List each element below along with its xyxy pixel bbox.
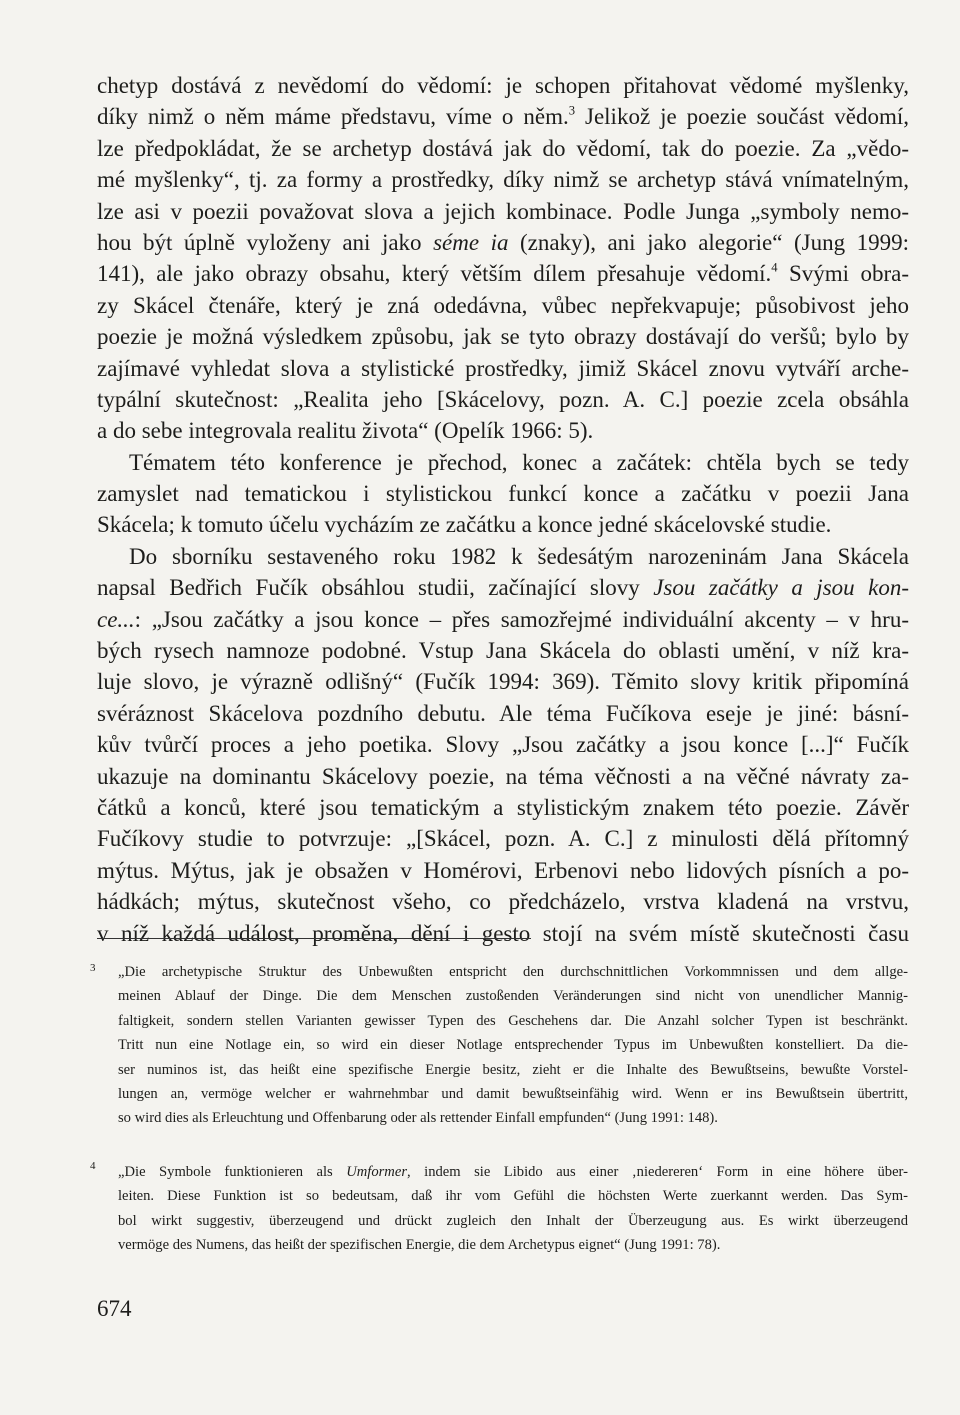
text-line: zajímavé vyhledat slova a stylistické prostředky, jimiž Skácel znovu vytváří arche-: [97, 355, 909, 381]
footnote-line: faltigkeit, sondern stellen Varianten gewisser Typen des Geschehens dar. Die Anzahl solcher Typen ist beschränkt.: [118, 1012, 908, 1029]
footnote-3: [118, 960, 908, 1131]
text-line: Fučíkovy studie to potvrzuje: „[Skácel, pozn. A. C.] z minulosti dělá přítomný: [97, 826, 909, 852]
text-line: [97, 258, 909, 289]
text-line: [97, 227, 909, 258]
text-segment: Svými obra-: [777, 261, 909, 287]
text-line: [97, 604, 909, 635]
footnote-line: „Die archetypische Struktur des Unbewußten entspricht den durchschnittlichen Vorkommnissen und dem allge-: [118, 964, 908, 980]
text-line: mýtus. Mýtus, jak je obsažen v Homérovi, Erbenovi nebo lidových písních a po-: [97, 857, 909, 883]
footnote-line: lungen an, vermöge welcher er wahrnehmbar und damit bewußtseinfähig wird. Wenn er ins Bewußtsein übertritt,: [118, 1086, 908, 1103]
text-line: bých rysech namnoze podobné. Vstup Jana Skácela do oblasti umění, v níž kra-: [97, 638, 909, 664]
text-line: zamyslet nad tematickou i stylistickou funkcí konce a začátku v poezii Jana: [97, 481, 909, 507]
text-line: poezie je možná výsledkem způsobu, jak se tyto obrazy dostávají do veršů; bylo by: [97, 324, 909, 350]
footnote-line: ser numinos ist, das heißt eine spezifische Energie besitz, zieht er die Inhalte des Bewußtseins, bewußte Vorstel-: [118, 1061, 908, 1078]
text-line: hádkách; mýtus, skutečnost všeho, co předcházelo, vrstva kladená na vrstvu,: [97, 889, 909, 915]
text-segment: , indem sie Libido aus einer ‚niedereren‘ Form in eine höhere über-: [407, 1164, 908, 1180]
footnote-4: [118, 1160, 908, 1258]
page-number: 674: [97, 1296, 132, 1321]
footnote-ref: 4: [771, 260, 778, 275]
text-line: v níž každá událost, proměna, dění i gesto stojí na svém místě skutečnosti času: [97, 920, 909, 946]
text-line: [97, 572, 909, 603]
footnote-mark: 3: [90, 962, 96, 974]
text-line: chetyp dostává z nevědomí do vědomí: je schopen přitahovat vědomé myšlenky,: [97, 73, 909, 98]
text-line: ukazuje na dominantu Skácelovy poezie, na téma věčnosti a na věčné návraty za-: [97, 763, 909, 789]
text-segment: napsal Bedřich Fučík obsáhlou studii, začínající slovy: [97, 575, 654, 601]
italic-term: Umformer: [346, 1164, 408, 1180]
text-line: svéráznost Skácelova pozdního debutu. Ale téma Fučíkova eseje je jiné: básní-: [97, 700, 909, 726]
paragraph-start: Do sborníku sestaveného roku 1982 k šedesátým narozeninám Jana Skácela: [129, 543, 909, 569]
paragraph-start: Tématem této konference je přechod, konec a začátek: chtěla bych se tedy: [129, 449, 909, 475]
italic-term: séme ia: [433, 229, 509, 255]
text-line: lze předpokládat, že se archetyp dostává jak do vědomí, tak do poezie. Za „vědo-: [97, 135, 909, 161]
text-line: mé myšlenky“, tj. za formy a prostředky, díky nimž se archetyp stává vnímatelným,: [97, 167, 909, 193]
text-line: luje slovo, je výrazně odlišný“ (Fučík 1994: 369). Těmito slovy kritik připomíná: [97, 669, 909, 695]
text-segment: Jelikož je poezie součást vědomí,: [575, 104, 909, 130]
text-line: typální skutečnost: „Realita jeho [Skácelovy, pozn. A. C.] poezie zcela obsáhla: [97, 386, 909, 412]
italic-title: Jsou začátky a jsou kon-: [653, 575, 909, 601]
italic-title: ce...: [97, 606, 135, 632]
text-segment: 141), ale jako obrazy obsahu, který větším dílem přesahuje vědomí.: [97, 261, 772, 287]
text-line: lze asi v poezii považovat slova a jejich kombinace. Podle Junga „symboly nemo-: [97, 198, 909, 224]
footnote-line: leiten. Diese Funktion ist so bedeutsam, daß ihr vom Gefühl die höchsten Werte zuerkannt werden. Das Sym-: [118, 1188, 908, 1205]
main-text: [97, 70, 909, 949]
footnote-line: so wird dies als Erleuchtung und Offenbarung oder als rettender Einfall empfunden“ (Jung 1991: 148).: [118, 1110, 718, 1127]
text-line: kův tvůrčí proces a jeho poetika. Slovy „Jsou začátky a jsou konce [...]“ Fučík: [97, 732, 909, 758]
text-line: čátků a konců, které jsou tematickým a stylistickým znakem této poezie. Závěr: [97, 794, 909, 820]
text-segment: : „Jsou začátky a jsou konce – přes samozřejmé individuální akcenty – v hru-: [134, 606, 909, 632]
footnote-line: vermöge des Numens, das heißt der spezifischen Energie, die dem Archetypus eignet“ (Jung 1991: 78).: [118, 1237, 721, 1254]
footnote-separator: [97, 938, 531, 939]
text-segment: „Die Symbole funktionieren als: [118, 1164, 347, 1180]
text-line: [97, 101, 909, 132]
text-segment: (znaky), ani jako alegorie“ (Jung 1999:: [508, 229, 909, 255]
text-line: zy Skácel čtenáře, který je zná odedávna, vůbec nepřekvapuje; působivost jeho: [97, 292, 909, 318]
footnote-line: Tritt nun eine Notlage ein, so wird ein dieser Notlage entsprechender Typus im Unbewußten konstelliert. Da die-: [118, 1037, 908, 1054]
text-segment: hou být úplně vyloženy ani jako: [97, 229, 434, 255]
text-line: a do sebe integrovala realitu života“ (Opelík 1966: 5).: [97, 418, 594, 444]
footnote-line: bol wirkt suggestiv, überzeugend und drückt zugleich den Inhalt der Überzeugung aus. Es wirkt überzeugend: [118, 1212, 908, 1229]
footnote-ref: 3: [568, 103, 576, 118]
text-segment: díky nimž o něm máme představu, víme o něm.: [97, 104, 569, 130]
footnote-line: [118, 1160, 908, 1184]
footnote-mark: 4: [90, 1160, 96, 1172]
text-line: Skácela; k tomuto účelu vycházím ze začátku a konce jedné skácelovské studie.: [97, 512, 832, 538]
footnote-line: meinen Ablauf der Dinge. Die dem Menschen zustoßenden Veränderungen sind nicht von unendlicher Mannig-: [118, 988, 908, 1005]
